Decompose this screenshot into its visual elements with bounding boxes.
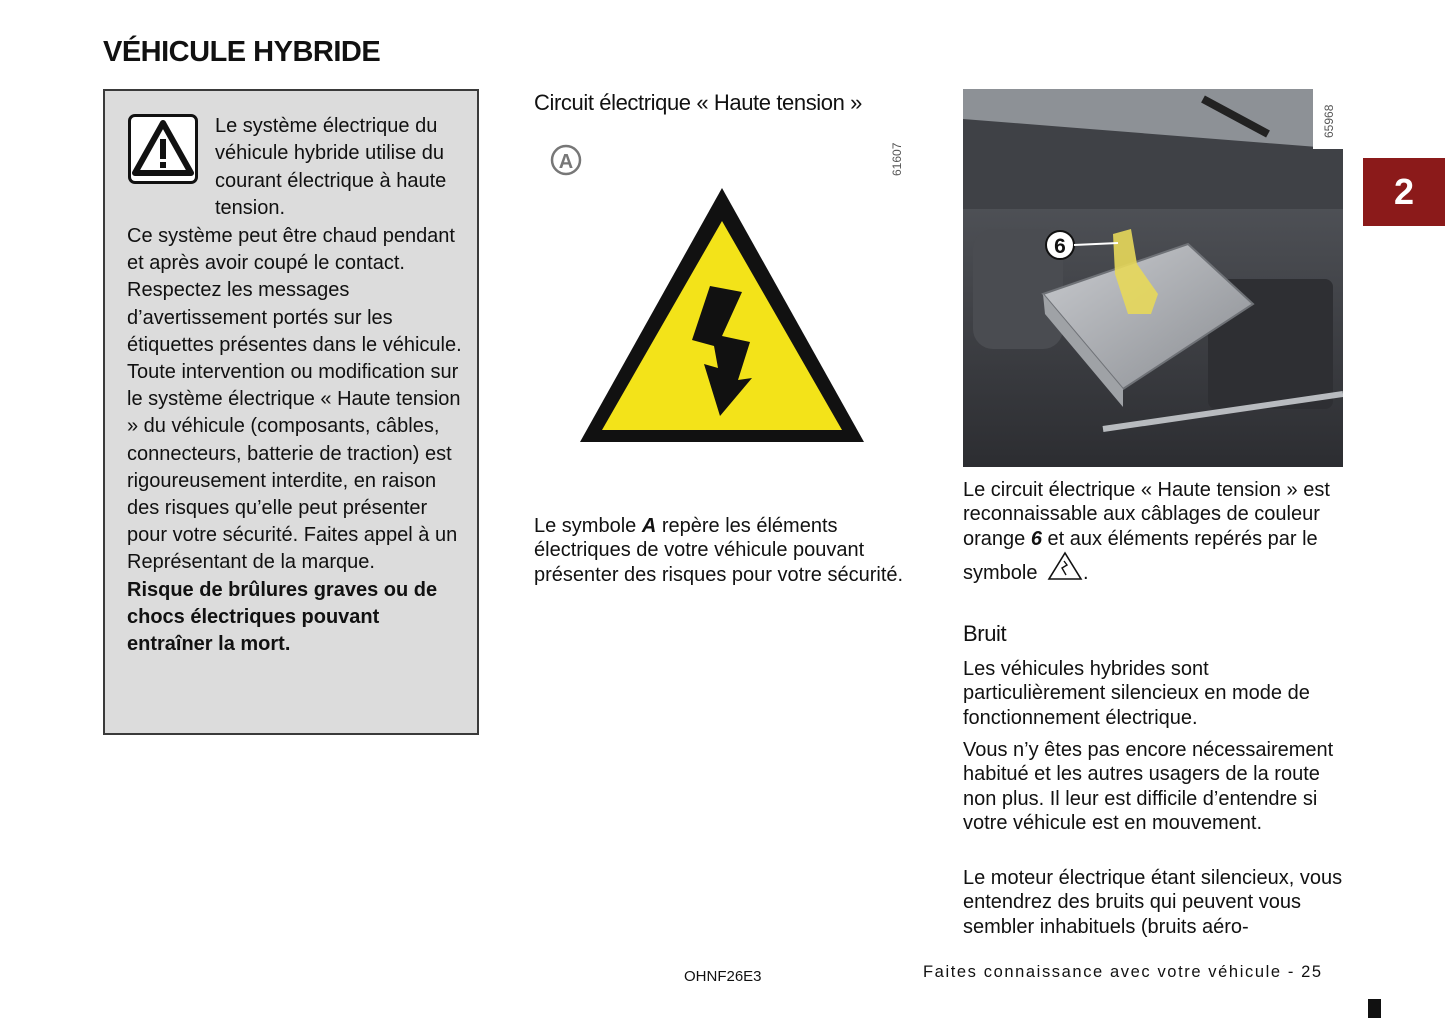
engine-photo xyxy=(963,89,1343,467)
photo-code: 65968 xyxy=(1322,104,1336,138)
circuit-caption: Le symbole A repère les éléments électriques de votre véhicule pouvant présenter des risques pour votre sécurité. xyxy=(534,515,904,586)
warning-box xyxy=(103,89,479,735)
bruit-paragraph: Les véhicules hybrides sont particulièrement silencieux en mode de fonctionnement électrique. xyxy=(963,658,1310,729)
figure-label: A xyxy=(558,151,574,173)
page-corner-mark xyxy=(1368,999,1381,1018)
photo-number: 6 xyxy=(1030,527,1042,550)
chapter-tab: 2 xyxy=(1363,158,1445,226)
small-high-voltage-icon xyxy=(1047,551,1083,581)
symbol-a: A xyxy=(641,515,657,537)
high-voltage-warning-icon xyxy=(580,188,864,442)
footer-title: Faites connaissance avec votre véhicule - 25 xyxy=(923,963,1323,981)
bruit-paragraph: Le moteur électrique étant silencieux, vous entendrez des bruits qui peuvent vous sembler inhabituels (bruits aéro- xyxy=(963,867,1343,938)
footer-code: OHNF26E3 xyxy=(684,968,762,985)
figure-a xyxy=(534,128,912,508)
warning-bold-text: Risque de brûlures graves ou de chocs électriques pouvant entraîner la mort. xyxy=(127,578,438,656)
photo-callout: 6 xyxy=(1054,235,1066,258)
warning-intro: Le système électrique du véhicule hybride utilise du courant électrique à haute tension. xyxy=(215,115,447,220)
photo-caption: Le circuit électrique « Haute tension » est reconnaissable aux câblages de couleur orange 6 et aux éléments repérés par le symbole . xyxy=(963,479,1330,584)
warning-paragraph: Ce système peut être chaud pendant et après avoir coupé le contact. Respectez les messages d’avertissement portés sur les étiquettes présentes dans le véhicule. xyxy=(127,225,462,356)
warning-paragraph: Toute intervention ou modification sur le système électrique « Haute tension » du véhicule (composants, câbles, connecteurs, batterie de traction) est rigoureusement interdite, en raison des risques qu’elle peut présenter pour votre sécurité. Faites appel à un Représentant de la marque. xyxy=(127,361,461,574)
bruit-paragraph: Vous n’y êtes pas encore nécessairement habitué et les autres usagers de la route non plus. Il leur est difficile d’entendre si votre véhicule est en mouvement. xyxy=(963,739,1334,834)
bruit-heading: Bruit xyxy=(963,621,1007,646)
page-title: VÉHICULE HYBRIDE xyxy=(103,36,381,68)
circuit-heading: Circuit électrique « Haute tension » xyxy=(534,90,863,115)
figure-code: 61607 xyxy=(890,142,904,176)
warning-triangle-icon xyxy=(128,114,198,184)
warning-body xyxy=(127,223,467,658)
